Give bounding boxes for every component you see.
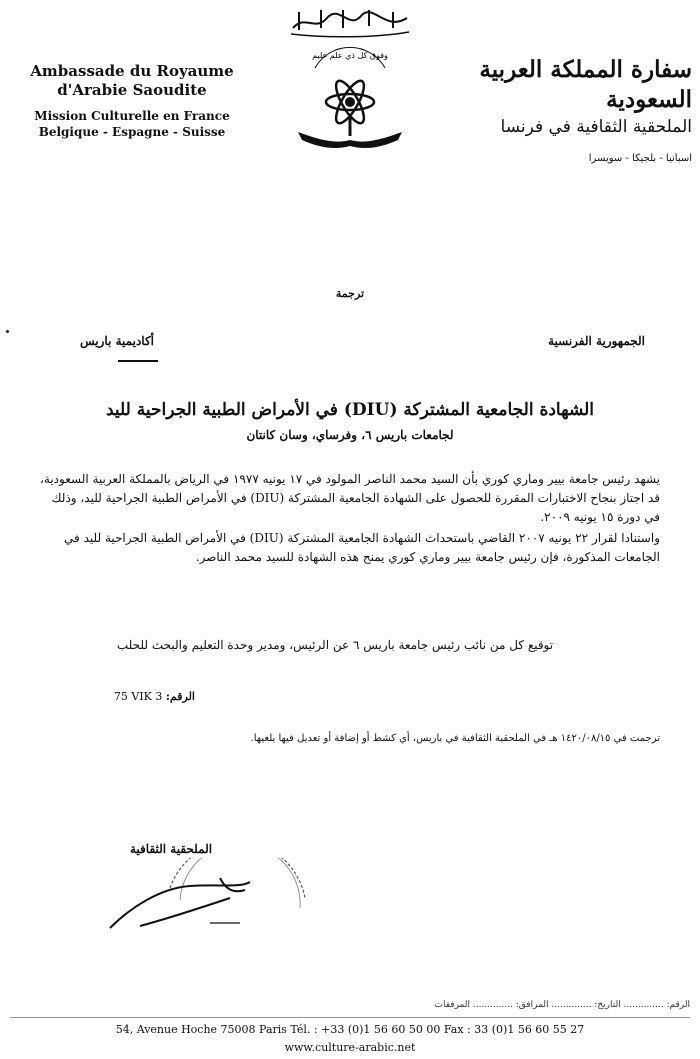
embassy-name-arabic: سفارة المملكة العربية السعودية	[479, 56, 692, 113]
handwritten-signature	[100, 868, 280, 938]
certification-note: ترجمت في ١٤٢٠/٠٨/١٥ هـ في الملحقية الثقافية في باريس، أي كشط أو إضافة أو تعديل فيها يلغيها.	[250, 733, 660, 744]
embassy-name-line2: d'Arabie Saoudite	[57, 81, 207, 99]
signature-statement: توقيع كل من نائب رئيس جامعة باريس ٦ عن الرئيس، ومدير وحدة التعليم والبحث للحلب	[116, 638, 554, 652]
bismillah-calligraphy	[285, 4, 415, 38]
certificate-subtitle: لجامعات باريس ٦، وفرساي، وسان كانتان	[246, 428, 454, 442]
translation-label: ترجمة	[335, 287, 365, 300]
reference-number	[114, 690, 195, 703]
footer-rule	[10, 1017, 690, 1018]
cultural-attache-label: الملحقية الثقافية	[130, 842, 213, 856]
paragraph-1: يشهد رئيس جامعة بيير وماري كوري بأن السيد محمد الناصر المولود في ١٧ يونيه ١٩٧٧ في الرياض بالمملكة العربية السعودية، قد اجتاز بنجاح الاختبارات المقررة للحصول على الشهادة الجامعية المشتركة (DIU) في الأمراض الطبية الجراحية لليد، وذلك في دورة ١٥ يونيه ٢٠٠٩.	[40, 472, 660, 524]
republic-label: الجمهورية الفرنسية	[548, 334, 645, 348]
mission-countries-arabic: اسبانيا - بلجيكا - سويسرا	[588, 153, 692, 164]
footer-address: 54, Avenue Hoche 75008 Paris Tél. : +33 (0)1 56 60 50 00 Fax : 33 (0)1 56 60 55 27	[115, 1023, 585, 1036]
reference-label: الرقم:	[165, 690, 195, 703]
academy-label: أكاديمية باريس	[80, 334, 154, 348]
cultural-mission-emblem	[290, 40, 410, 155]
mission-name: Mission Culturelle en France	[34, 109, 230, 123]
paragraph-2: واستنادا لقرار ٢٢ يونيه ٢٠٠٧ القاضي باستحداث الشهادة الجامعية المشتركة (DIU) في الأمراض الطبية الجراحية لليد في الجامعات المذكورة، فإن رئيس جامعة بيير وماري كوري يمنح هذه الشهادة للسيد محمد الناصر.	[64, 531, 660, 564]
french-letterhead	[12, 62, 252, 140]
arabic-letterhead	[442, 55, 692, 164]
mission-countries: Belgique - Espagne - Suisse	[38, 125, 226, 139]
mission-name-arabic: الملحقية الثقافية في فرنسا	[500, 117, 692, 137]
emblem-motto: وفوق كل ذي علم عليم	[312, 51, 388, 60]
scan-speck	[6, 330, 9, 333]
certificate-title: الشهادة الجامعية المشتركة (DIU) في الأمراض الطبية الجراحية لليد	[105, 400, 595, 420]
certificate-body	[40, 470, 660, 569]
footer-arabic-fields: الرقم: .............. التاريخ: .............. المرافق: .............. المرفقات	[434, 1000, 690, 1010]
academy-underline	[118, 360, 158, 362]
footer-website: www.culture-arabic.net	[284, 1041, 416, 1054]
embassy-name-line1: Ambassade du Royaume	[30, 62, 234, 80]
reference-value: 75 VIK 3	[113, 690, 163, 703]
